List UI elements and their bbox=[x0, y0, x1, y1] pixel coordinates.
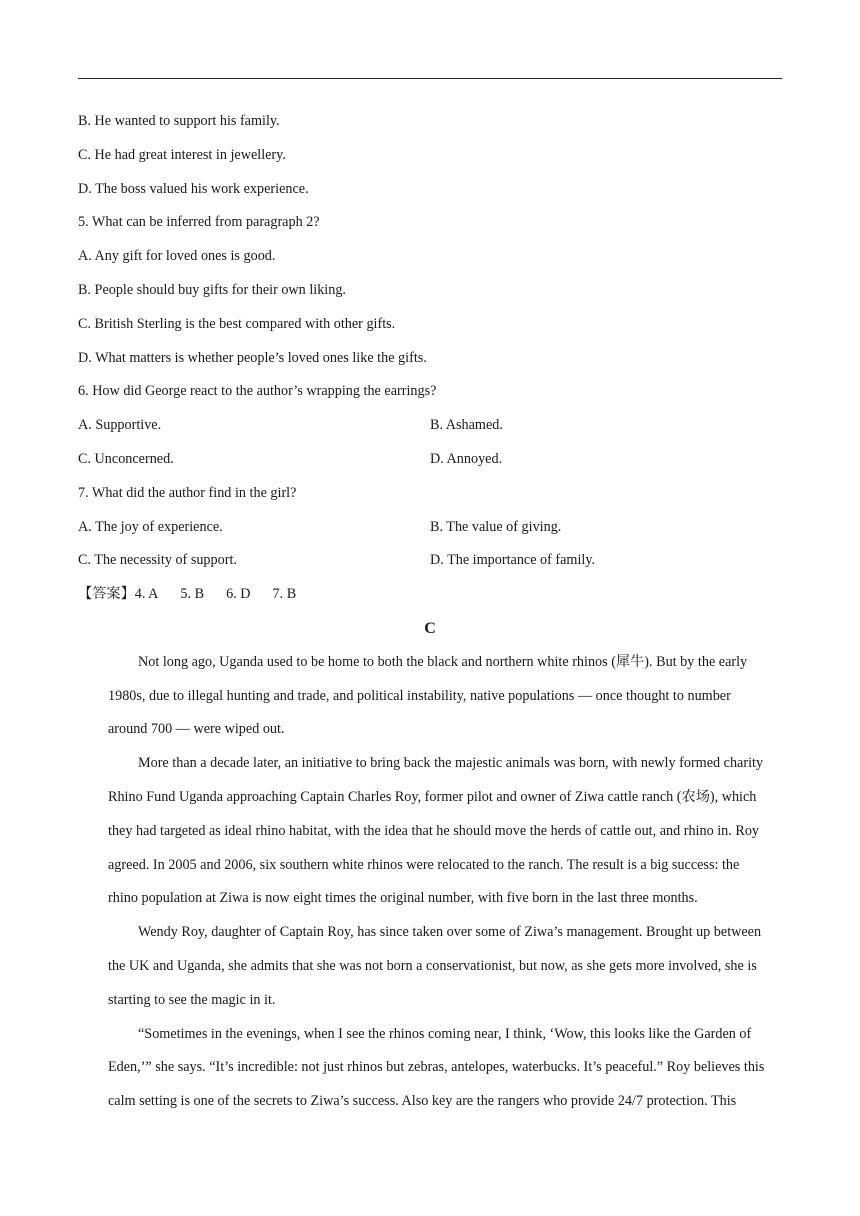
paragraph-line: “Sometimes in the evenings, when I see the rhinos coming near, I think, ‘Wow, this looks like the Garden of bbox=[138, 1025, 752, 1042]
q7-options-row-1 bbox=[78, 511, 782, 545]
answer-item: 6. D bbox=[226, 586, 251, 603]
paragraph-2 bbox=[78, 747, 782, 916]
q4-option-b: B. He wanted to support his family. bbox=[78, 113, 280, 129]
paragraph-line: Rhino Fund Uganda approaching Captain Charles Roy, former pilot and owner of Ziwa cattle ranch (农场), which bbox=[108, 788, 757, 805]
paragraph-line: 1980s, due to illegal hunting and trade, and political instability, native populations — once thought to number bbox=[108, 687, 731, 704]
paragraph-line: Not long ago, Uganda used to be home to both the black and northern white rhinos (犀牛). But by the early bbox=[138, 653, 748, 670]
q6-option-d: D. Annoyed. bbox=[430, 450, 503, 467]
answer-item: 7. B bbox=[272, 586, 297, 603]
paragraph-3 bbox=[78, 916, 782, 1017]
paragraph-line: Wendy Roy, daughter of Captain Roy, has since taken over some of Ziwa’s management. Brought up between bbox=[138, 924, 762, 941]
answer-item: 5. B bbox=[180, 586, 205, 603]
paragraph-line: Eden,’” she says. “It’s incredible: not just rhinos but zebras, antelopes, waterbucks. It’s peaceful.” Roy believes this bbox=[108, 1059, 765, 1076]
q5-stem: 5. What can be inferred from paragraph 2? bbox=[78, 214, 320, 231]
header-rule bbox=[78, 78, 782, 79]
q5-option-a: A. Any gift for loved ones is good. bbox=[78, 248, 276, 265]
q5-option-d: D. What matters is whether people’s loved ones like the gifts. bbox=[78, 349, 427, 366]
q7-option-a: A. The joy of experience. bbox=[78, 518, 223, 535]
q4-option-c: C. He had great interest in jewellery. bbox=[78, 146, 286, 163]
paragraph-1 bbox=[78, 646, 782, 747]
paragraph-line: they had targeted as ideal rhino habitat, with the idea that he should move the herds of cattle out, and rhino in. Roy bbox=[108, 822, 760, 839]
q4-option-d: D. The boss valued his work experience. bbox=[78, 180, 309, 197]
section-title: C bbox=[424, 619, 436, 637]
q6-options-row-1 bbox=[78, 409, 782, 443]
q7-option-c: C. The necessity of support. bbox=[78, 552, 237, 569]
answer-item: 4. A bbox=[134, 586, 159, 603]
paragraph-4 bbox=[78, 1018, 782, 1119]
q6-options-row-2 bbox=[78, 443, 782, 477]
q7-option-b: B. The value of giving. bbox=[430, 518, 562, 535]
paragraph-line: rhino population at Ziwa is now eight times the original number, with five born in the last three months. bbox=[108, 890, 698, 907]
paragraph-line: the UK and Uganda, she admits that she was not born a conservationist, but now, as she gets more involved, she is bbox=[108, 957, 757, 974]
q7-stem: 7. What did the author find in the girl? bbox=[78, 484, 297, 501]
paragraph-line: agreed. In 2005 and 2006, six southern white rhinos were relocated to the ranch. The result is a big success: the bbox=[108, 856, 740, 873]
paragraph-line: calm setting is one of the secrets to Ziwa’s success. Also key are the rangers who provide 24/7 protection. This bbox=[108, 1093, 737, 1110]
paragraph-line: More than a decade later, an initiative to bring back the majestic animals was born, with newly formed charity bbox=[138, 755, 764, 772]
answer-label: 【答案】 bbox=[78, 586, 135, 603]
q6-option-a: A. Supportive. bbox=[78, 417, 162, 434]
page-content bbox=[78, 105, 782, 1119]
q6-option-b: B. Ashamed. bbox=[430, 417, 503, 434]
q6-stem: 6. How did George react to the author’s wrapping the earrings? bbox=[78, 383, 437, 400]
paragraph-line: starting to see the magic in it. bbox=[108, 991, 276, 1008]
q7-options-row-2 bbox=[78, 544, 782, 578]
q6-option-c: C. Unconcerned. bbox=[78, 450, 174, 467]
q5-option-b: B. People should buy gifts for their own liking. bbox=[78, 281, 346, 298]
answer-key bbox=[78, 578, 782, 612]
paragraph-line: around 700 — were wiped out. bbox=[108, 721, 285, 738]
q7-option-d: D. The importance of family. bbox=[430, 552, 596, 569]
q5-option-c: C. British Sterling is the best compared with other gifts. bbox=[78, 315, 396, 332]
